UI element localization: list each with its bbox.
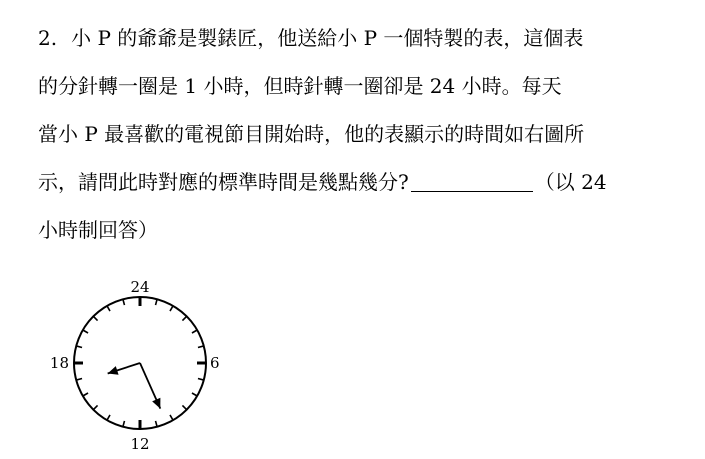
problem-line-2: 的分針轉一圈是 1 小時，但時針轉一圈卻是 24 小時。每天 bbox=[38, 74, 562, 98]
clock-label-24: 24 bbox=[130, 278, 150, 296]
clock-tick bbox=[170, 306, 173, 311]
clock-label-6: 6 bbox=[210, 354, 220, 372]
clock-tick bbox=[83, 393, 88, 396]
clock-tick bbox=[76, 346, 82, 348]
problem-line-1-text: 小 P 的爺爺是製錶匠，他送給小 P 一個特製的表，這個表 bbox=[71, 26, 584, 50]
clock-tick bbox=[156, 299, 158, 305]
problem-line-3: 當小 P 最喜歡的電視節目開始時，他的表顯示的時間如右圖所 bbox=[38, 122, 585, 146]
clock-tick bbox=[93, 405, 97, 409]
answer-format-note: （以 24 bbox=[534, 170, 607, 194]
hour-hand bbox=[108, 363, 140, 375]
clock-tick bbox=[182, 316, 186, 320]
clock-tick bbox=[107, 306, 110, 311]
clock-tick bbox=[170, 415, 173, 420]
clock-tick bbox=[156, 421, 158, 427]
problem-line-5: 小時制回答） bbox=[38, 218, 158, 242]
clock-tick bbox=[93, 316, 97, 320]
clock-tick bbox=[182, 405, 186, 409]
clock-tick bbox=[107, 415, 110, 420]
clock-tick bbox=[198, 346, 204, 348]
clock-face bbox=[40, 268, 240, 458]
clock-tick bbox=[76, 379, 82, 381]
clock-tick bbox=[83, 330, 88, 333]
answer-blank[interactable] bbox=[411, 169, 533, 192]
clock-figure bbox=[40, 268, 240, 458]
clock-tick bbox=[192, 393, 197, 396]
minute-hand bbox=[140, 363, 160, 409]
problem-line-1 bbox=[38, 14, 700, 62]
clock-hands bbox=[108, 363, 161, 409]
clock-tick bbox=[198, 379, 204, 381]
clock-tick bbox=[123, 421, 125, 427]
problem-line-4 bbox=[38, 158, 700, 206]
clock-label-18: 18 bbox=[49, 354, 69, 372]
problem-text bbox=[38, 14, 700, 254]
clock-tick bbox=[192, 330, 197, 333]
clock-label-12: 12 bbox=[130, 435, 150, 453]
problem-number: 2. bbox=[38, 26, 58, 50]
clock-tick bbox=[123, 299, 125, 305]
question-text: 示，請問此時對應的標準時間是幾點幾分? bbox=[38, 170, 409, 194]
